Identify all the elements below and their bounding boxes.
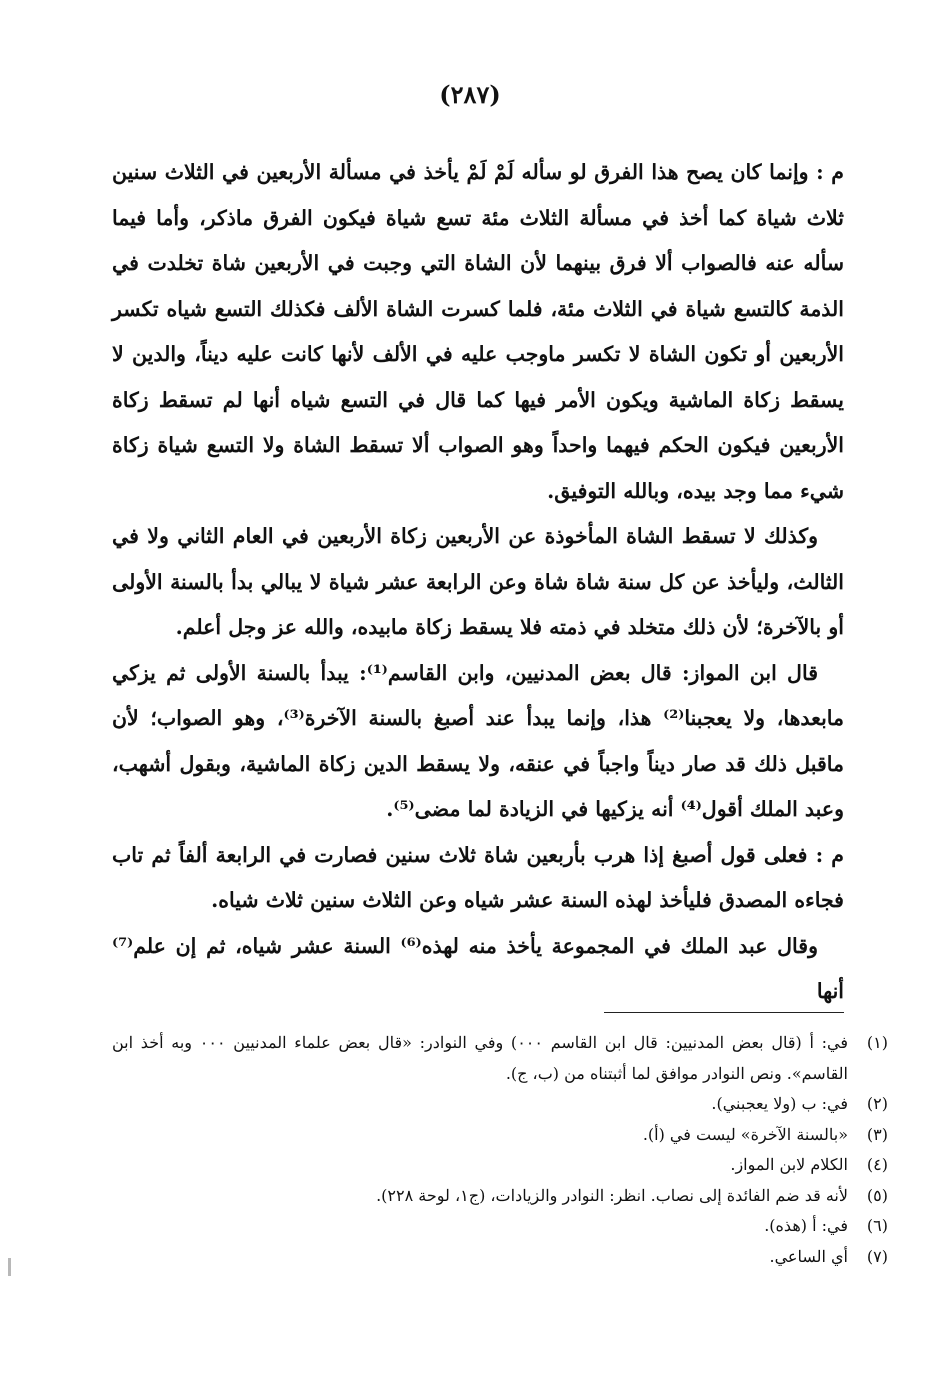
footnote-separator [604,1012,844,1013]
footnote-number: (٥) [866,1185,888,1205]
footnote-text: أي الساعي. [769,1246,848,1266]
paragraph-1: م : وإنما كان يصح هذا الفرق لو سأله لَمْ لَمْ يأخذ في مسألة الأربعين في الثلاث سنين ثلاث شياة كما أخذ في مسألة الثلاث مئة تسع شياة فيكون الفرق ماذكر، وأما فيما سأله عنه فالصواب ألا فرق بينهما لأن الشاة التي وجبت في الأربعين شاة تخلدت في الذمة كالتسع شياة في الثلاث مئة، فلما كسرت الشاة الألف فكذلك التسع شياه تكسر الأربعين أو تكون الشاة لا تكسر ماوجب عليه في الألف لأنها كانت عليه ديناً، والدين لا يسقط زكاة الماشية ويكون الأمر فيها كما قال في التسع شياه أنها لم تسقط زكاة الأربعين فيكون الحكم فيهما واحداً وهو الصواب ألا تسقط الشاة ولا التسع شياة زكاة شيء مما وجد بيده، وبالله التوفيق. [112,160,844,503]
paragraph-4: م : فعلى قول أصبغ إذا هرب بأربعين شاة ثلاث سنين فصارت في الرابعة ألفاً ثم تاب فجاءه المصدق فليأخذ لهذه السنة عشر شياه وعن الثلاث سنين ثلاث شياه. [112,842,844,912]
footnotes [112,1028,888,1272]
footnote-number: (٢) [866,1094,888,1113]
footnote-text: في: أ (هذه). [764,1216,848,1235]
main-text [112,150,844,1015]
footnote-text: لأنه قد ضم الفائدة إلى نصاب. انظر: النوادر والزيادات، (ج١، لوحة ٢٢٨). [376,1185,848,1205]
footnote-number: (٣) [866,1124,888,1144]
footnote-text: في: أ (قال بعض المدنيين: قال ابن القاسم ٠٠٠) وفي النوادر: «قال بعض علماء المدنيين ٠٠٠ وبه أخذ ابن القاسم». ونص النوادر موافق لما أثبتناه من (ب، ج). [112,1033,849,1083]
footnote-text: في: ب (ولا يعجبني). [711,1094,848,1113]
footnote-item [112,1120,888,1151]
footnote-item [112,1211,888,1242]
paragraph-2: وكذلك لا تسقط الشاة المأخوذة عن الأربعين زكاة الأربعين في العام الثاني ولا في الثالث، وليأخذ عن كل سنة شاة شاة وعن الرابعة عشر شياة لا يبالي بدأ بالسنة الأولى أو بالآخرة؛ لأن ذلك متخلد في ذمته فلا يسقط زكاة مابيده، والله عز وجل أعلم. [112,524,844,639]
page-number: (٢٨٧) [439,80,501,109]
footnote-number: (١) [866,1033,888,1052]
scan-margin-mark [8,1258,11,1276]
footnote-text: الكلام لابن المواز. [730,1155,848,1174]
footnote-number: (٧) [866,1246,888,1266]
footnote-item [112,1150,888,1181]
footnote-item [112,1181,888,1212]
paragraph-5: وقال عبد الملك في المجموعة يأخذ منه لهذه⁽⁶⁾ السنة عشر شياه، ثم إن علم⁽⁷⁾ أنها [112,933,844,1003]
paragraph-3: قال ابن المواز: قال بعض المدنيين، وابن القاسم⁽¹⁾: يبدأ بالسنة الأولى ثم يزكي مابعدها، ولا يعجبنا⁽²⁾ هذا، وإنما يبدأ عند أصبغ بالسنة الآخرة⁽³⁾، وهو الصواب؛ لأن ماقبل ذلك قد صار ديناً واجباً في عنقه، ولا يسقط الدين زكاة الماشية، وبقول أشهب، وعبد الملك أقول⁽⁴⁾ أنه يزكيها في الزيادة لما مضى⁽⁵⁾. [112,660,845,821]
footnote-item [112,1089,888,1120]
footnote-number: (٦) [866,1216,888,1235]
footnote-text: «بالسنة الآخرة» ليست في (أ). [642,1124,848,1144]
footnote-number: (٤) [866,1155,888,1174]
footnote-item [112,1242,888,1273]
footnote-item [112,1028,888,1089]
